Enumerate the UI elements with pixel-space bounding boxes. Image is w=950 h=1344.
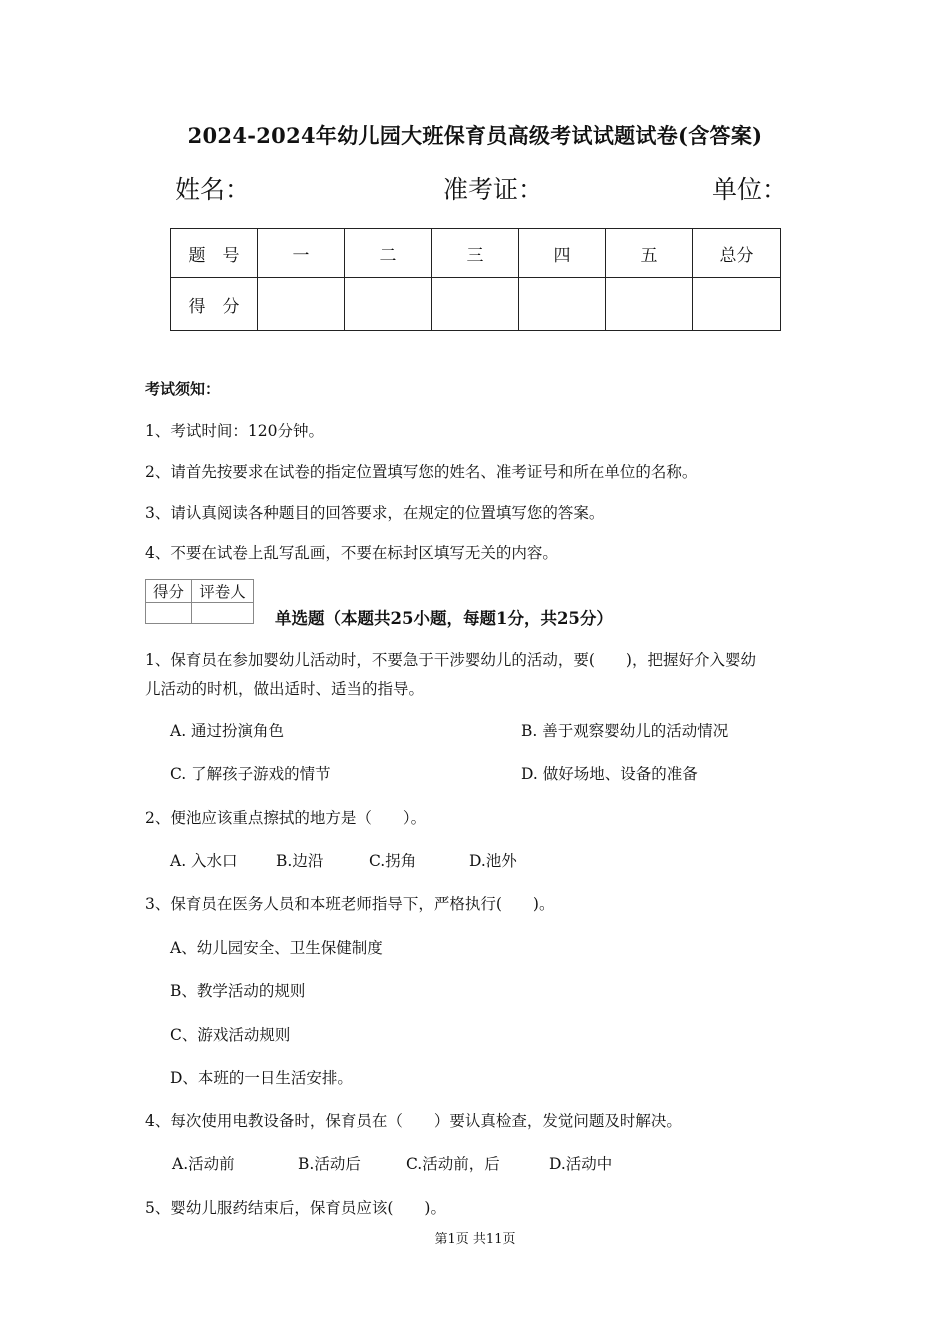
grader-name-label: 评卷人 [192, 580, 254, 603]
score-table-score-row [171, 278, 781, 331]
score-header-cell: 二 [345, 229, 432, 278]
notice-item: 4、不要在试卷上乱写乱画，不要在标封区填写无关的内容。 [145, 544, 558, 562]
question-3-option-c[interactable]: C、游戏活动规则 [170, 1026, 291, 1044]
page-footer: 第1页 共11页 [434, 1232, 516, 1247]
question-3-option-b[interactable]: B、教学活动的规则 [170, 982, 306, 1000]
question-1-option-a[interactable]: A. 通过扮演角色 [170, 722, 285, 740]
score-table-header-row [171, 229, 781, 278]
notice-item: 3、请认真阅读各种题目的回答要求，在规定的位置填写您的答案。 [145, 504, 605, 522]
unit-label: 单位： [712, 175, 788, 204]
score-cell[interactable] [693, 278, 781, 331]
score-header-cell: 三 [432, 229, 519, 278]
question-1-option-d[interactable]: D. 做好场地、设备的准备 [521, 765, 698, 783]
question-4-option-b[interactable]: B.活动后 [298, 1155, 361, 1173]
notice-item: 2、请首先按要求在试卷的指定位置填写您的姓名、准考证号和所在单位的名称。 [145, 463, 698, 481]
question-2-option-a[interactable]: A. 入水口 [170, 852, 238, 870]
section-title: 单选题（本题共25小题，每题1分，共25分） [275, 609, 613, 628]
score-cell[interactable] [519, 278, 606, 331]
question-4-stem: 4、每次使用电教设备时，保育员在（ ）要认真检查，发觉问题及时解决。 [145, 1112, 682, 1130]
question-1-stem-cont: 儿活动的时机，做出适时、适当的指导。 [145, 680, 425, 698]
score-header-cell: 总分 [693, 229, 781, 278]
score-cell[interactable] [606, 278, 693, 331]
question-1-option-c[interactable]: C. 了解孩子游戏的情节 [170, 765, 331, 783]
score-cell[interactable] [258, 278, 345, 331]
question-2-option-b[interactable]: B.边沿 [276, 852, 324, 870]
score-table [170, 228, 781, 331]
question-1-option-b[interactable]: B. 善于观察婴幼儿的活动情况 [521, 722, 729, 740]
question-3-option-d[interactable]: D、本班的一日生活安排。 [170, 1069, 353, 1087]
score-row-label: 得 分 [171, 278, 258, 331]
question-3-stem: 3、保育员在医务人员和本班老师指导下，严格执行( )。 [145, 895, 555, 913]
question-4-option-c[interactable]: C.活动前，后 [406, 1155, 500, 1173]
page-title: 2024-2024年幼儿园大班保育员高级考试试题试卷(含答案) [187, 123, 763, 148]
question-4-option-d[interactable]: D.活动中 [549, 1155, 613, 1173]
score-header-cell: 题 号 [171, 229, 258, 278]
name-label: 姓名： [175, 175, 251, 204]
question-3-option-a[interactable]: A、幼儿园安全、卫生保健制度 [170, 939, 383, 957]
grader-name-cell[interactable] [192, 603, 254, 624]
score-header-cell: 五 [606, 229, 693, 278]
notice-heading: 考试须知： [145, 380, 221, 398]
score-header-cell: 一 [258, 229, 345, 278]
score-header-cell: 四 [519, 229, 606, 278]
exam-number-label: 准考证： [443, 175, 544, 204]
score-cell[interactable] [432, 278, 519, 331]
notice-item: 1、考试时间：120分钟。 [145, 422, 324, 440]
score-cell[interactable] [345, 278, 432, 331]
question-2-option-c[interactable]: C.拐角 [369, 852, 417, 870]
question-2-option-d[interactable]: D.池外 [469, 852, 517, 870]
question-4-option-a[interactable]: A.活动前 [172, 1155, 235, 1173]
grader-box [145, 579, 254, 624]
question-1-stem: 1、保育员在参加婴幼儿活动时，不要急于干涉婴幼儿的活动，要( )，把握好介入婴幼 [145, 651, 756, 669]
question-5-stem: 5、婴幼儿服药结束后，保育员应该( )。 [145, 1199, 446, 1217]
grader-score-cell[interactable] [146, 603, 192, 624]
grader-score-label: 得分 [146, 580, 192, 603]
question-2-stem: 2、便池应该重点擦拭的地方是（ ）。 [145, 809, 427, 827]
